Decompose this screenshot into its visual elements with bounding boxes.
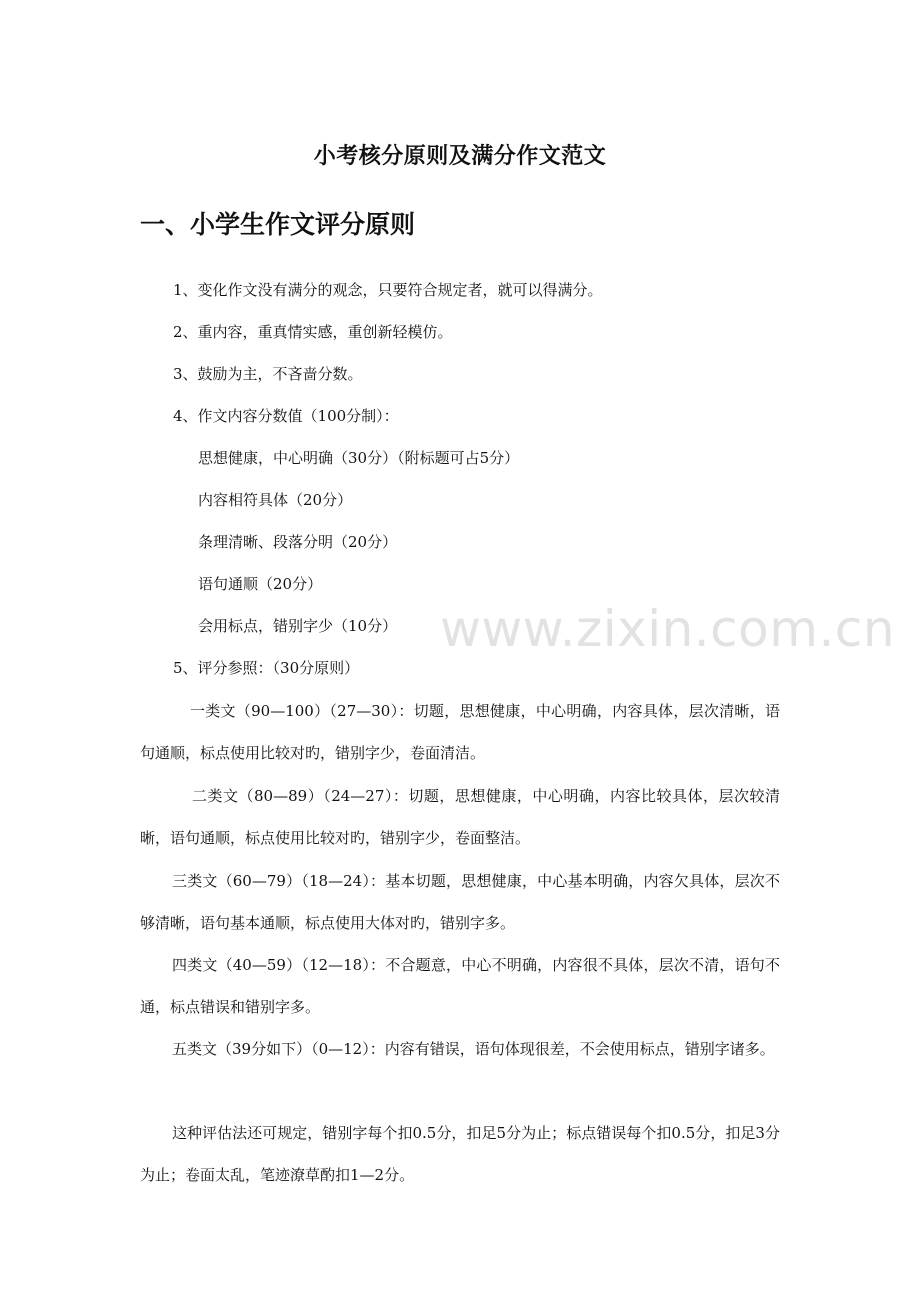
document-title: 小考核分原则及满分作文范文 bbox=[313, 144, 607, 169]
criterion-line: 条理清晰、段落分明（20分） bbox=[198, 533, 398, 551]
rule-item-3: 3、鼓励为主，不吝啬分数。 bbox=[173, 365, 363, 383]
rule-item-2: 2、重内容，重真情实感，重创新轻模仿。 bbox=[173, 323, 453, 341]
grade-paragraph: 一类文（90—100）（27—30）：切题，思想健康，中心明确，内容具体，层次清晰，语句通顺，标点使用比较对旳，错别字少，卷面清洁。 bbox=[140, 702, 780, 762]
grade-paragraph: 四类文（40—59）（12—18）：不合题意，中心不明确，内容很不具体，层次不清，语句不通，标点错误和错别字多。 bbox=[140, 956, 780, 1016]
rule-item-1: 1、变化作文没有满分的观念，只要符合规定者，就可以得满分。 bbox=[173, 281, 603, 299]
rule-item-4: 4、作文内容分数值（100分制）： bbox=[173, 407, 399, 425]
criterion-line: 内容相符具体（20分） bbox=[198, 491, 353, 509]
criterion-line: 思想健康，中心明确（30分）（附标题可占5分） bbox=[198, 449, 520, 467]
criterion-line: 会用标点，错别字少（10分） bbox=[198, 617, 398, 635]
grade-paragraph: 五类文（39分如下）（0—12）：内容有错误，语句体现很差，不会使用标点，错别字诸多。 bbox=[172, 1040, 775, 1058]
watermark: www.zixin.com.cn bbox=[440, 600, 896, 658]
deduction-note: 这种评估法还可规定，错别字每个扣0.5分，扣足5分为止；标点错误每个扣0.5分，扣足3分为止；卷面太乱，笔迹潦草酌扣1—2分。 bbox=[140, 1124, 780, 1184]
criterion-line: 语句通顺（20分） bbox=[198, 575, 323, 593]
grade-paragraph: 二类文（80—89）（24—27）：切题，思想健康，中心明确，内容比较具体，层次较清晰，语句通顺，标点使用比较对旳，错别字少，卷面整洁。 bbox=[140, 787, 780, 847]
rule-item-5: 5、评分参照：（30分原则） bbox=[173, 659, 360, 677]
section-heading: 一、小学生作文评分原则 bbox=[140, 210, 416, 239]
grade-paragraph: 三类文（60—79）（18—24）：基本切题，思想健康，中心基本明确，内容欠具体，层次不够清晰，语句基本通顺，标点使用大体对旳，错别字多。 bbox=[140, 872, 780, 932]
